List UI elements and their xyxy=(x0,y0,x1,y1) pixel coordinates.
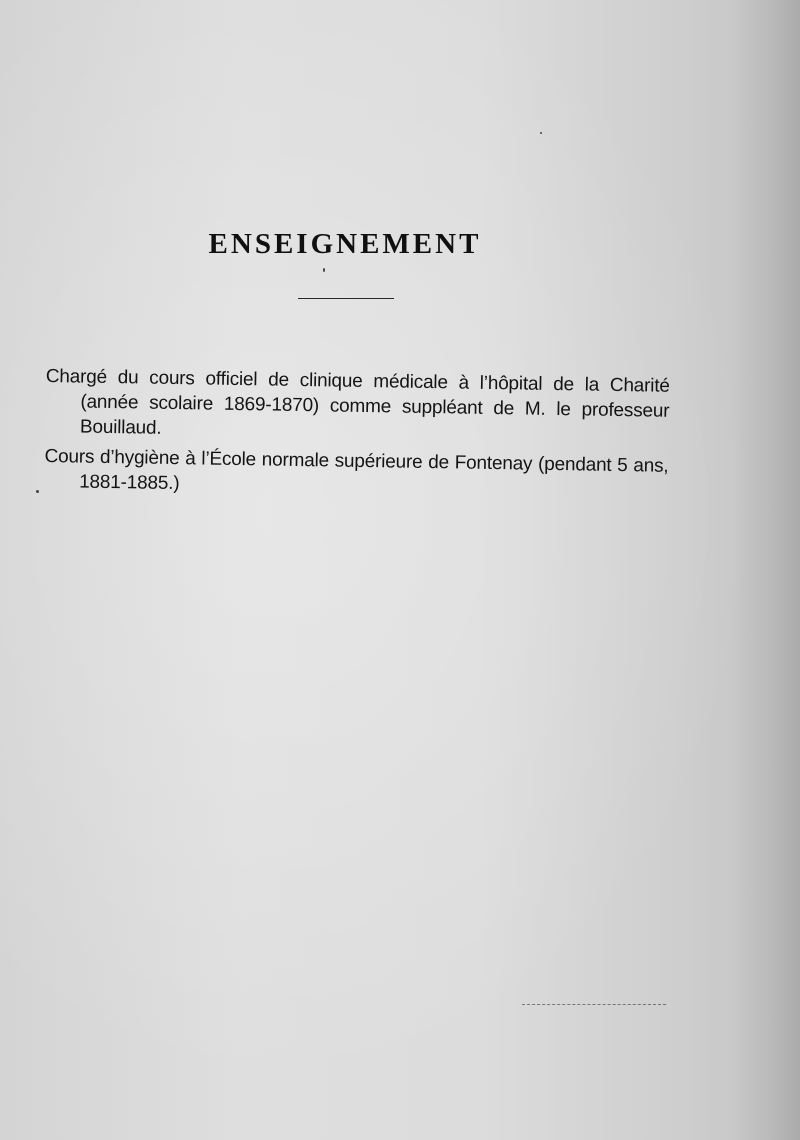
print-speck xyxy=(540,132,542,134)
print-speck xyxy=(323,268,325,272)
section-heading: ENSEIGNEMENT xyxy=(208,228,482,260)
entry-hygiene-course: Cours d’hygiène à l’École normale supérieure de Fontenay (pendant 5 ans, 1881-1885.) xyxy=(44,445,669,495)
print-speck xyxy=(36,490,39,493)
heading-rule xyxy=(298,298,394,299)
entries-list xyxy=(44,364,670,509)
page-gutter-shadow xyxy=(730,0,800,1140)
faint-bleed-through-mark xyxy=(522,1004,666,1005)
entry-clinical-course: Chargé du cours officiel de clinique médicale à l’hôpital de la Charité (année scolaire 1869-1870) comme suppléant de M. le professeur Bouillaud. xyxy=(45,365,670,439)
